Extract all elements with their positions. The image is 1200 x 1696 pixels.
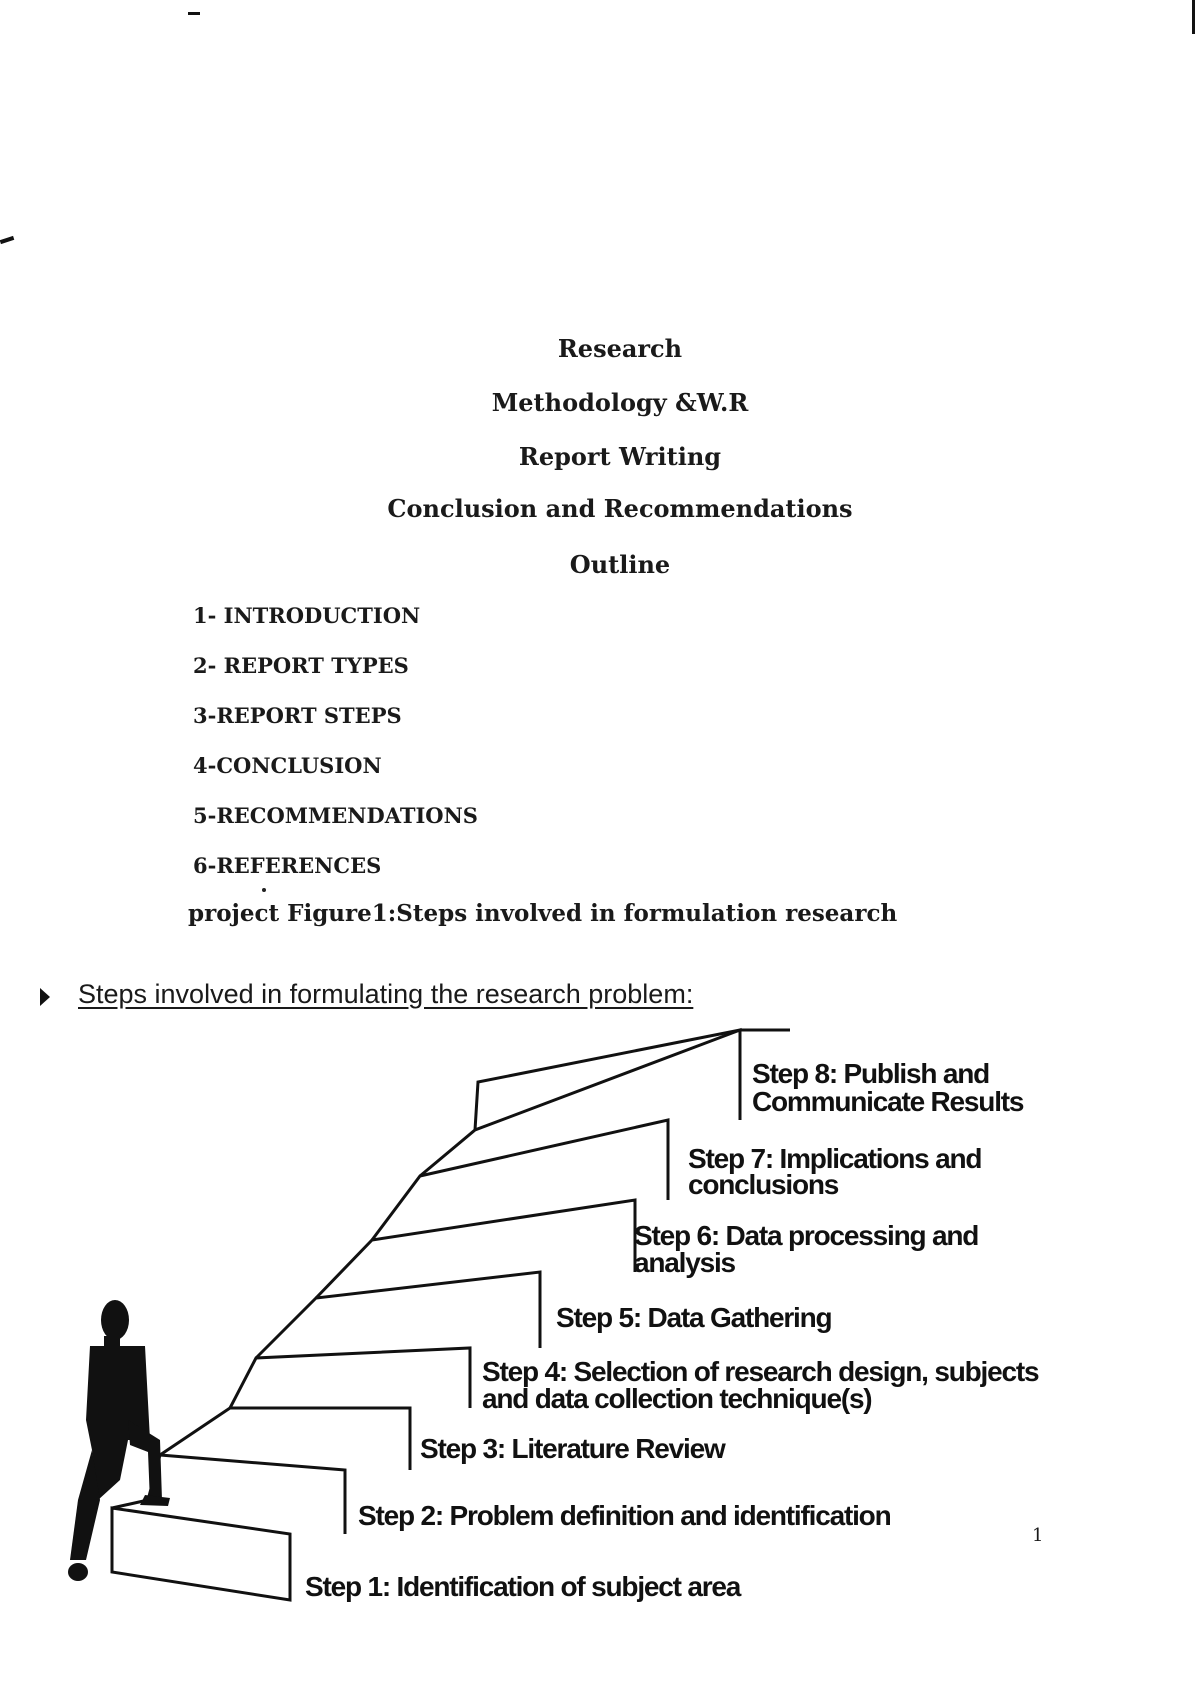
step-1-label: Step 1: Identification of subject area [305, 1571, 741, 1602]
title-conclusion-recommendations: Conclusion and Recommendations [387, 494, 853, 523]
step-7-label-line1: Step 7: Implications and [688, 1143, 982, 1174]
stair-step-1 [112, 1508, 290, 1600]
title-methodology: Methodology &W.R [491, 388, 749, 417]
outline-item-report-steps: 3-REPORT STEPS [193, 703, 402, 728]
outline-item-report-types: 2- REPORT TYPES [193, 653, 409, 678]
figure-caption: project Figure1:Steps involved in formulation research [188, 900, 898, 927]
stair-step-4 [230, 1348, 470, 1408]
step-8-label-line1: Step 8: Publish and [752, 1058, 990, 1089]
page-number: 1 [1032, 1525, 1044, 1546]
scan-mark [188, 12, 200, 15]
step-3-label: Step 3: Literature Review [420, 1433, 725, 1464]
scan-mark [1192, 0, 1195, 34]
stair-step-3 [160, 1408, 410, 1470]
outline-item-conclusion: 4-CONCLUSION [193, 753, 382, 778]
title-research: Research [557, 334, 683, 363]
step-2-label: Step 2: Problem definition and identification [358, 1500, 891, 1531]
step-6-label-line1: Step 6: Data processing and [634, 1220, 979, 1251]
step-8-label-line2: Communicate Results [752, 1086, 1024, 1117]
step-4-label-line1: Step 4: Selection of research design, subjects [482, 1356, 1039, 1387]
stair-step-2 [148, 1455, 345, 1534]
staircase-diagram [0, 1020, 1200, 1640]
step-7-label-line2: conclusions [688, 1169, 839, 1200]
outline-item-references: 6-REFERENCES [193, 853, 382, 878]
outline-item-introduction: 1- INTRODUCTION [193, 603, 421, 628]
triangle-bullet-icon [40, 988, 50, 1006]
stair-top-landing [475, 1030, 790, 1130]
person-climbing-icon [68, 1300, 170, 1581]
step-4-label-line2: and data collection technique(s) [482, 1383, 872, 1414]
title-outline: Outline [569, 550, 671, 579]
section-heading: Steps involved in formulating the research problem: [78, 979, 694, 1009]
stray-dot [262, 888, 266, 892]
step-6-label-line2: analysis [634, 1247, 735, 1278]
scan-mark [0, 236, 14, 244]
stair-step-7 [372, 1120, 668, 1240]
outline-item-recommendations: 5-RECOMMENDATIONS [193, 803, 478, 828]
stair-step-6 [316, 1200, 635, 1298]
stair-step-5 [256, 1272, 540, 1358]
step-5-label: Step 5: Data Gathering [556, 1302, 832, 1333]
title-report-writing: Report Writing [518, 442, 722, 471]
